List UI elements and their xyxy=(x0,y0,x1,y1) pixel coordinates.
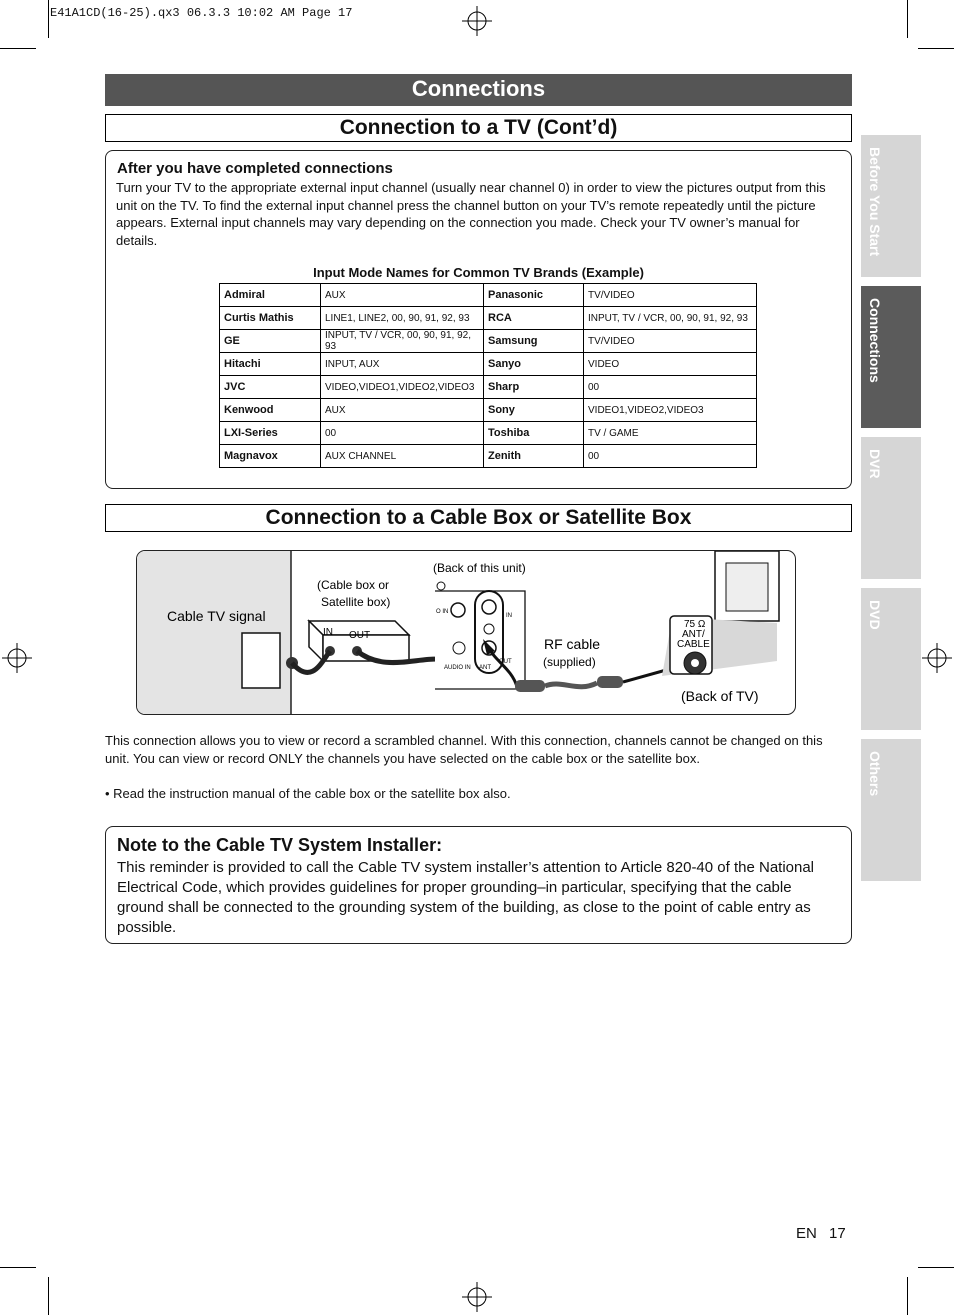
page-number-value: 17 xyxy=(829,1225,846,1242)
port-label-in: IN xyxy=(506,613,512,619)
tab-dvd[interactable] xyxy=(861,588,921,730)
installer-note-title: Note to the Cable TV System Installer: xyxy=(117,835,443,855)
input-names: VIDEO,VIDEO1,VIDEO2,VIDEO3 xyxy=(321,376,484,399)
registration-mark xyxy=(922,643,952,673)
tab-label: Others xyxy=(867,751,883,797)
tab-dvr[interactable] xyxy=(861,437,921,579)
registration-mark xyxy=(2,643,32,673)
table-row xyxy=(220,376,757,399)
table-row xyxy=(220,353,757,376)
tv-back xyxy=(662,551,779,676)
cable-box-heading: Connection to a Cable Box or Satellite Box xyxy=(105,504,852,532)
input-names: TV/VIDEO xyxy=(584,330,757,353)
input-names: AUX CHANNEL xyxy=(321,445,484,468)
ant-label: ANT/ xyxy=(682,629,705,640)
input-names: 00 xyxy=(584,445,757,468)
rf-cable-plug xyxy=(515,680,545,692)
crop-mark xyxy=(907,0,908,38)
input-names: VIDEO xyxy=(584,353,757,376)
input-names: VIDEO1,VIDEO2,VIDEO3 xyxy=(584,399,757,422)
tv-connection-heading: Connection to a TV (Cont’d) xyxy=(105,114,852,142)
tab-label: Connections xyxy=(867,298,883,383)
crop-mark xyxy=(918,1267,954,1268)
tab-others[interactable] xyxy=(861,739,921,881)
rf-cable-plug xyxy=(597,676,623,688)
brand-name: Kenwood xyxy=(220,399,321,422)
input-names: AUX xyxy=(321,399,484,422)
after-connections-body: Turn your TV to the appropriate external input channel (usually near channel 0) in order to view the pictures output from this unit on the TV. To find the external input channel press the channel button on your TV’s remote repeatedly until the picture appears. External input channels may vary depending on the connection you made. Check your TV owner’s manual for details. xyxy=(116,180,826,248)
brand-name: Hitachi xyxy=(220,353,321,376)
table-row xyxy=(220,422,757,445)
table-row xyxy=(220,445,757,468)
brand-input-table xyxy=(219,283,757,468)
input-names: LINE1, LINE2, 00, 90, 91, 92, 93 xyxy=(321,307,484,330)
cable-label: CABLE xyxy=(677,639,710,650)
crop-mark xyxy=(48,1277,49,1315)
brand-name: Curtis Mathis xyxy=(220,307,321,330)
input-names: AUX xyxy=(321,284,484,307)
brand-name: Sanyo xyxy=(484,353,584,376)
table-caption: Input Mode Names for Common TV Brands (Example) xyxy=(313,265,644,280)
rf-cable-label: RF cable xyxy=(544,636,601,652)
table-row xyxy=(220,307,757,330)
tab-connections[interactable] xyxy=(861,286,921,428)
crop-mark xyxy=(907,1277,908,1315)
port-label-out: OUT xyxy=(499,659,512,665)
brand-name: Magnavox xyxy=(220,445,321,468)
installer-note-body: This reminder is provided to call the Cable TV system installer’s attention to Article 820-40 of the National Electrical Code, which provides guidelines for proper grounding–in particular, specifying that the cable ground shall be connected to the grounding system of the building, as close to the point of cable entry as possible. xyxy=(117,859,815,936)
installer-note-box xyxy=(105,826,852,944)
back-of-unit-label: (Back of this unit) xyxy=(433,561,526,575)
brand-name: LXI-Series xyxy=(220,422,321,445)
connection-description: This connection allows you to view or record a scrambled channel. With this connection, channels cannot be changed on this unit. You can view or record ONLY the channels you have selected on the cable box or the satellite box. xyxy=(105,733,823,766)
page-number xyxy=(796,1225,846,1242)
registration-mark xyxy=(462,1282,492,1312)
manual-reminder: • Read the instruction manual of the cable box or the satellite box also. xyxy=(105,786,511,801)
input-names: TV / GAME xyxy=(584,422,757,445)
brand-name: Zenith xyxy=(484,445,584,468)
brand-name: Admiral xyxy=(220,284,321,307)
crop-mark xyxy=(918,48,954,49)
rf-cable xyxy=(545,683,597,687)
brand-name: GE xyxy=(220,330,321,353)
tab-label: DVR xyxy=(867,449,883,479)
input-names: TV/VIDEO xyxy=(584,284,757,307)
diagram-drawing xyxy=(137,551,795,714)
cable-tv-signal-label: Cable TV signal xyxy=(167,608,266,624)
table-row xyxy=(220,399,757,422)
table-row xyxy=(220,284,757,307)
brand-name: RCA xyxy=(484,307,584,330)
tab-before-you-start[interactable] xyxy=(861,135,921,277)
connection-diagram xyxy=(136,550,796,715)
port-label-o-in: O IN xyxy=(436,609,449,615)
brand-name: Samsung xyxy=(484,330,584,353)
input-names: INPUT, AUX xyxy=(321,353,484,376)
input-names: INPUT, TV / VCR, 00, 90, 91, 92, 93 xyxy=(584,307,757,330)
crop-mark xyxy=(0,48,36,49)
port-label-ant: ANT xyxy=(479,665,491,671)
brand-name: Toshiba xyxy=(484,422,584,445)
input-names: INPUT, TV / VCR, 00, 90, 91, 92, 93 xyxy=(321,330,484,353)
cablebox-in-label: IN xyxy=(323,627,333,638)
brand-name: Panasonic xyxy=(484,284,584,307)
ohm-label: 75 Ω xyxy=(684,619,706,630)
port-label-audio-in: AUDIO IN xyxy=(444,665,471,671)
after-connections-title: After you have completed connections xyxy=(117,160,393,177)
printer-slug: E41A1CD(16-25).qx3 06.3.3 10:02 AM Page 17 xyxy=(50,6,353,20)
page-language: EN xyxy=(796,1225,817,1242)
cablebox-out-label: OUT xyxy=(349,630,371,641)
back-of-tv-label: (Back of TV) xyxy=(681,688,759,704)
brand-name: JVC xyxy=(220,376,321,399)
table-row xyxy=(220,330,757,353)
cablebox-label-line1: (Cable box or xyxy=(317,578,390,592)
crop-mark xyxy=(0,1267,36,1268)
brand-name: Sharp xyxy=(484,376,584,399)
cablebox-label-line2: Satellite box) xyxy=(321,595,391,609)
tab-label: Before You Start xyxy=(867,147,883,257)
section-banner: Connections xyxy=(105,74,852,106)
after-connections-box xyxy=(105,150,852,489)
input-names: 00 xyxy=(321,422,484,445)
tab-label: DVD xyxy=(867,600,883,630)
crop-mark xyxy=(48,0,49,38)
rf-cable-supplied: (supplied) xyxy=(543,655,596,669)
brand-name: Sony xyxy=(484,399,584,422)
registration-mark xyxy=(462,6,492,36)
input-names: 00 xyxy=(584,376,757,399)
